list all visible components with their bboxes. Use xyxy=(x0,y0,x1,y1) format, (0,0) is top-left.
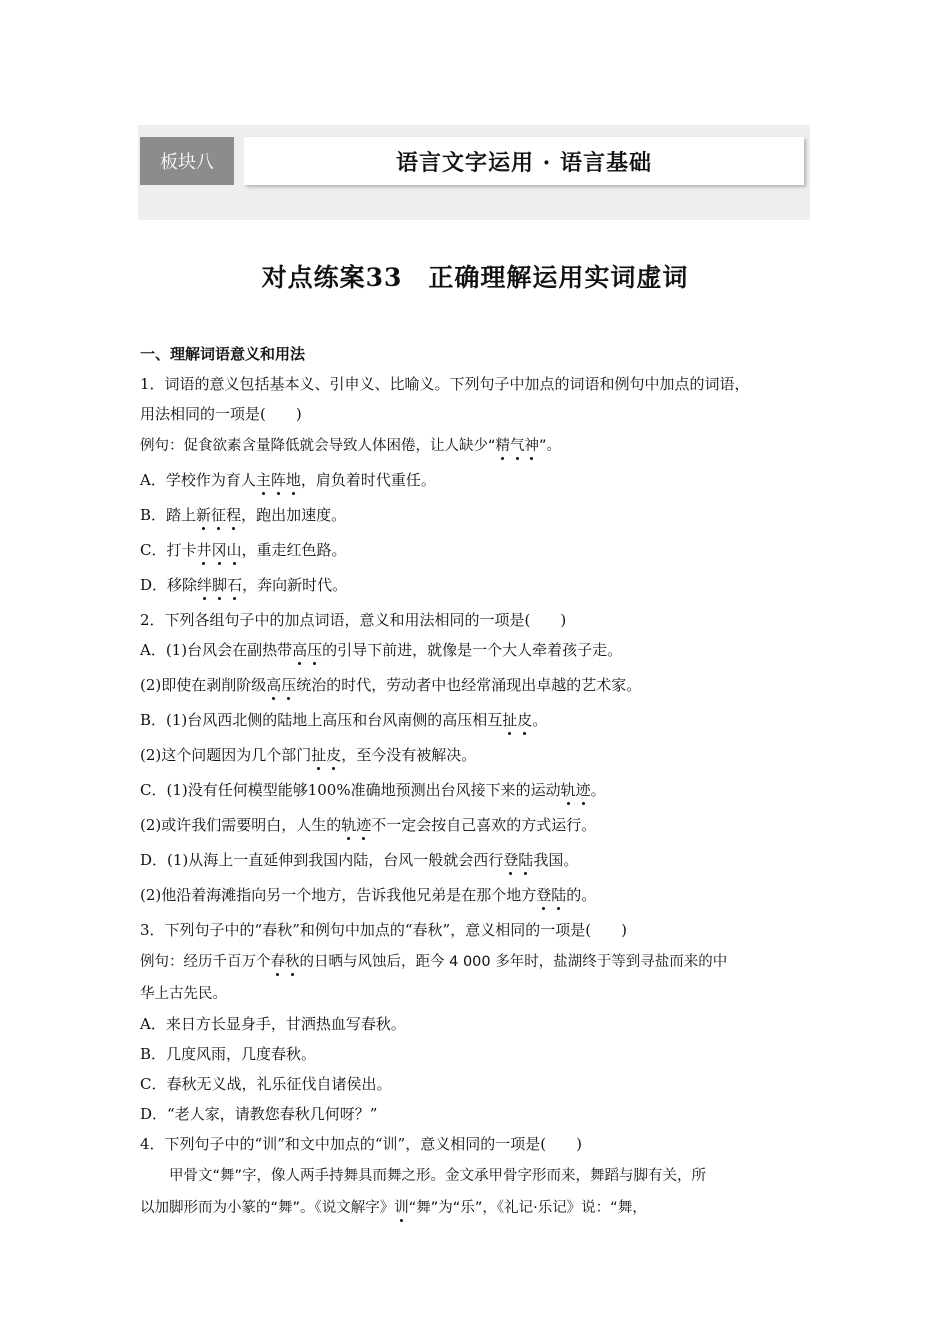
section-tag: 板块八 xyxy=(140,137,234,185)
question-2-option-a2: (2)即使在剥削阶级高压统治的时代，劳动者中也经常涌现出卓越的艺术家。 xyxy=(140,676,642,694)
question-1-option-a: A．学校作为育人主阵地，肩负着时代重任。 xyxy=(140,471,436,489)
section-heading: 一、理解词语意义和用法 xyxy=(140,345,306,363)
question-4-stem: 4．下列句子中的“训”和文中加点的“训”，意义相同的一项是( ) xyxy=(140,1135,582,1153)
question-1-stem-cont: 用法相同的一项是( ) xyxy=(140,405,302,423)
question-3-stem: 3．下列句子中的“春秋”和例句中加点的“春秋”，意义相同的一项是( ) xyxy=(140,921,627,939)
section-banner xyxy=(138,125,810,220)
question-3-option-a: A．来日方长显身手，甘洒热血写春秋。 xyxy=(140,1015,406,1033)
question-1-option-d: D．移除绊脚石，奔向新时代。 xyxy=(140,576,348,594)
question-2-option-d1: D．(1)从海上一直延伸到我国内陆，台风一般就会西行登陆我国。 xyxy=(140,851,579,869)
question-2-option-a1: A．(1)台风会在副热带高压的引导下前进，就像是一个大人牵着孩子走。 xyxy=(140,641,623,659)
question-1-option-c: C．打卡井冈山，重走红色路。 xyxy=(140,541,347,559)
question-2-option-b1: B．(1)台风西北侧的陆地上高压和台风南侧的高压相互扯皮。 xyxy=(140,711,548,729)
question-2-option-c2: (2)或许我们需要明白，人生的轨迹不一定会按自己喜欢的方式运行。 xyxy=(140,816,597,834)
question-1-example: 例句：促食欲素含量降低就会导致人体困倦，让人缺少“精气神”。 xyxy=(140,434,561,455)
question-4-passage-cont: 以加脚形而为小篆的“舞”。《说文解字》训“舞”为“乐”，《礼记·乐记》说：“舞， xyxy=(140,1196,647,1217)
question-3-example: 例句：经历千百万个春秋的日晒与风蚀后，距今 4 000 多年时，盐湖终于等到寻盐而来的中 xyxy=(140,950,727,971)
page-title: 对点练案33 正确理解运用实词虚词 xyxy=(261,263,689,292)
question-2-option-c1: C．(1)没有任何模型能够100%准确地预测出台风接下来的运动轨迹。 xyxy=(140,781,606,799)
question-3-option-b: B．几度风雨，几度春秋。 xyxy=(140,1045,317,1063)
section-title: 语言文字运用 · 语言基础 xyxy=(244,137,804,185)
question-2-option-d2: (2)他沿着海滩指向另一个地方，告诉我他兄弟是在那个地方登陆的。 xyxy=(140,886,597,904)
question-2-stem: 2．下列各组句子中的加点词语，意义和用法相同的一项是( ) xyxy=(140,611,567,629)
question-3-example-cont: 华上古先民。 xyxy=(140,986,227,1002)
question-4-passage: 甲骨文“舞”字，像人两手持舞具而舞之形。金文承甲骨字形而来，舞蹈与脚有关，所 xyxy=(140,1168,707,1184)
question-3-option-c: C．春秋无义战，礼乐征伐自诸侯出。 xyxy=(140,1075,392,1093)
question-2-option-b2: (2)这个问题因为几个部门扯皮，至今没有被解决。 xyxy=(140,746,477,764)
question-3-option-d: D．“老人家，请教您春秋几何呀？” xyxy=(140,1105,378,1123)
question-1-option-b: B．踏上新征程，跑出加速度。 xyxy=(140,506,347,524)
question-1-stem: 1．词语的意义包括基本义、引申义、比喻义。下列句子中加点的词语和例句中加点的词语， xyxy=(140,375,750,393)
